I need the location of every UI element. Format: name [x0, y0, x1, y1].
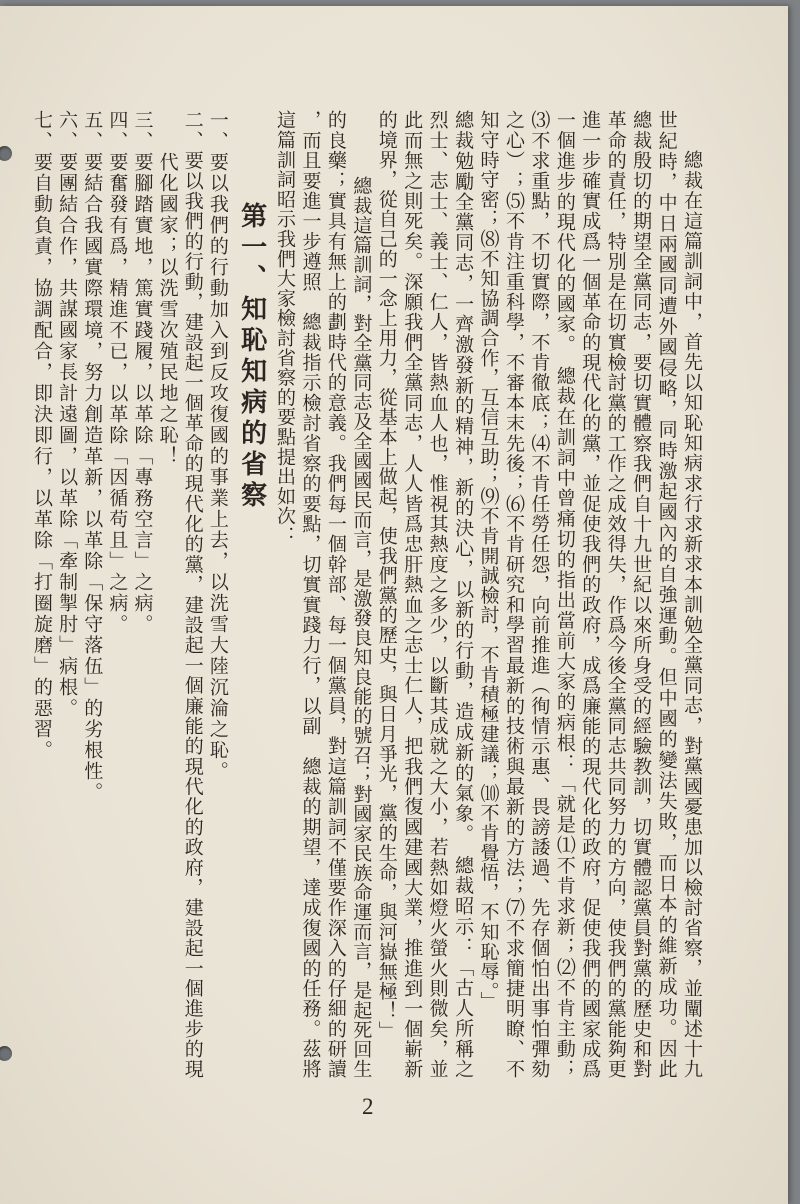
body-text-column: 總裁這篇訓詞，對全黨同志及全國國民而言，是激發良知良能的號召；對國家民族命運而言，是起死回生	[350, 176, 373, 1078]
page-number: 2	[362, 1094, 374, 1119]
body-text-column: 總裁勉勵全黨同志，一齊激發新的精神，新的決心，以新的行動，造成新的氣象。 總裁昭示：「古人所稱之	[452, 110, 475, 1078]
list-item-column: 一、要以我們的行動加入到反攻復國的事業上去，以洗雪大陸沉淪之恥。	[206, 110, 229, 782]
vertical-text-body	[28, 110, 704, 1078]
body-text-column: 進一步確實成爲一個革命的現代化的黨，並促使我們的政府，成爲廉能的現代化的政府，促使我們的國家成爲	[579, 110, 602, 1078]
punch-hole	[0, 146, 12, 161]
section-heading: 第一、知恥知病的省察	[236, 202, 267, 512]
body-text-column: 烈士、志士、義士、仁人，皆熱血人也，惟視其熱度之多少，以斷其成就之大小，若熱如燈火螢火則微矣，並	[426, 110, 449, 1078]
body-text-column: 一個進步的現代化的國家。 總裁在訓詞中曾痛切的指出當前大家的病根：「就是⑴不肯求新；⑵不肯主動；	[553, 110, 576, 1078]
body-text-column: 總裁殷切的期望全黨同志，要切實體察我們自十九世紀以來所身受的經驗教訓，切實體認黨員對黨的歷史和對	[630, 110, 653, 1078]
punch-hole	[0, 1046, 12, 1061]
list-item-column: 七、要自動負責，協調配合，即決即行，以革除「打圈旋磨」的惡習。	[31, 110, 53, 761]
list-item-column: 二、要以我們的行動，建設起一個革命的現代化的黨，建設起一個廉能的現代化的政府，建設起一個進步的現	[181, 110, 204, 1078]
body-text-column: 的良藥；實具有無上的劃時代的意義。我們每一個幹部、每一個黨員，對這篇訓詞不僅要作深入的仔細的研讀	[324, 110, 347, 1078]
body-text-column: 知守時守密；⑻不知協調合作，互信互助；⑼不肯開誠檢討，不肯積極建議；⑽不肯覺悟，不知恥辱。」	[477, 110, 500, 1012]
body-text-column: 世紀時，中日兩國同遭外國侵略，同時激起國內的自強運動。但中國的變法失敗，而日本的維新成功。因此	[655, 110, 678, 1078]
body-text-column: 這篇訓詞昭示我們大家檢討省察的要點提出如次：	[274, 110, 296, 546]
body-text-column: ，而且要進一步遵照 總裁指示檢討省察的要點，切實實踐力行，以副 總裁的期望，達成復國的任務。茲將	[299, 110, 322, 1078]
list-item-column: 代化國家；以洗雪次殖民地之恥！	[156, 152, 179, 467]
list-item-column: 四、要奮發有爲，精進不已，以革除「因循苟且」之病。	[106, 110, 129, 635]
body-text-column: 此而無之則死矣。深願我們全黨同志，人人皆爲忠肝熱血之志士仁人，把我們復國建國大業，推進到一個嶄新	[401, 110, 424, 1078]
body-text-column: 的境界，從自己的一念上用力，從基本上做起，使我們黨的歷史，與日月爭光，黨的生命，與河嶽無極！」	[375, 110, 398, 1041]
list-item-column: 六、要團結合作，共謀國家長計遠圖，以革除「牽制掣肘」病根。	[56, 110, 79, 719]
body-text-column: ⑶不求重點，不切實際，不肯徹底；⑷不肯任勞任怨，向前推進（徇情示惠、畏謗諉過、先存個怕出事怕彈劾	[528, 110, 551, 1078]
body-text-column: 之心）；⑸不肯注重科學，不審本末先後；⑹不肯研究和學習最新的技術與最新的方法；⑺不求簡捷明瞭、不	[502, 110, 525, 1078]
body-text-column: 總裁在這篇訓詞中，首先以知恥知病求行求新求本訓勉全黨同志，對黨國憂患加以檢討省察，並闡述十九	[681, 150, 703, 1078]
body-text-column: 革命的責任，特別是在切實檢討黨的工作之成效得失，作爲今後全黨同志共同努力的方向，使我們的黨能夠更	[604, 110, 627, 1078]
document-page	[0, 6, 788, 1204]
list-item-column: 五、要結合我國實際環境，努力創造革新，以革除「保守落伍」的劣根性。	[81, 110, 104, 803]
list-item-column: 三、要腳踏實地，篤實踐履，以革除「專務空言」之病。	[131, 110, 154, 635]
